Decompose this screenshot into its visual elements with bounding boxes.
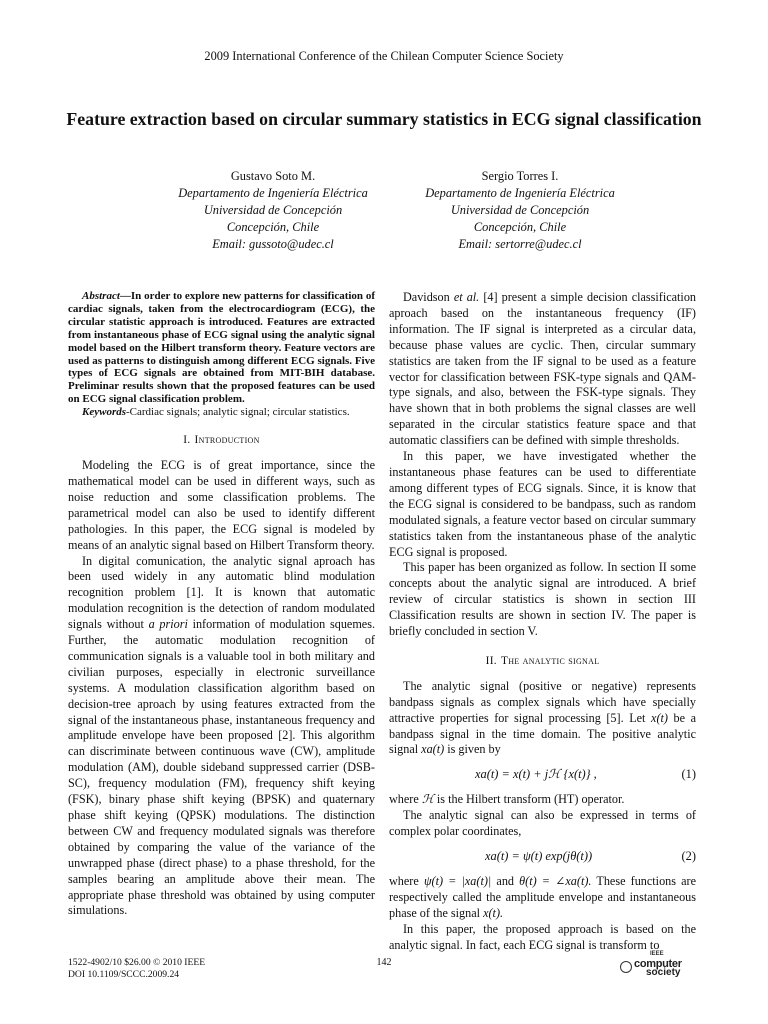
footer-issn: 1522-4902/10 $26.00 © 2010 IEEE: [68, 957, 206, 968]
section-heading-analytic: II. The analytic signal: [485, 654, 600, 667]
analytic-paragraph-3: The analytic signal can also be expressed in terms of complex polar coordinates,: [389, 808, 696, 839]
right-column: [389, 290, 696, 954]
author-department: Departamento de Ingeniería Eléctrica: [425, 186, 615, 200]
equation-2: [389, 846, 696, 868]
abstract-text: —In order to explore new patterns for classification of cardiac signals, taken from the electrocardiogram (ECG), the circular statistic approach is introduced. Features are extracted from instantaneous phase of ECG signal using the analytic signal model based on the Hilbert transform theory. Feature vectors are used as patterns to distinguish among different ECG signals. Five types of ECG signals are obtained from MIT-BIH database. Preliminar results shown that the proposed features can be used on ECG signal classification problem.: [68, 290, 375, 406]
analytic-paragraph-1: The analytic signal (positive or negative) represents bandpass signals as complex signals which have specially attractive properties for signal processing [5]. Let x(t) be a bandpass signal in the time domain. The positive analytic signal xa(t) is given by: [389, 678, 697, 757]
section-heading-intro: I. Introduction: [183, 434, 260, 447]
equation-1-number: (1): [681, 767, 696, 782]
author-department: Departamento de Ingeniería Eléctrica: [178, 186, 368, 200]
intro-paragraph-5: This paper has been organized as follow. In section II some concepts about the analytic signal are introduced. A brief review of circular statistics is shown in section III Classification results are shown in section IV. The paper is briefly concluded in section V.: [389, 560, 696, 639]
author-university: Universidad de Concepción: [450, 203, 590, 217]
analytic-paragraph-2: where ℋ is the Hilbert transform (HT) operator.: [389, 792, 625, 807]
intro-paragraph-4: In this paper, we have investigated whether the instantaneous phase features can be used to differentiate among different types of ECG signals. Since, it is know that the ECG signal is considered to be bandpass, such as random modulated signals, a feature vector based on circular summary statistics taken from the instantaneous phase of the analytic ECG signal is proposed.: [389, 449, 696, 559]
paper-title: Feature extraction based on circular summary statistics in ECG signal classification: [66, 109, 702, 129]
author-university: Universidad de Concepción: [203, 203, 343, 217]
keywords: [68, 406, 375, 419]
keywords-label: Keywords: [82, 406, 126, 419]
logo-ieee-text: IEEE: [650, 951, 664, 957]
author-name: Gustavo Soto M.: [230, 169, 316, 183]
intro-paragraph-2: In digital comunication, the analytic signal aproach has been used widely in any automatic blind modulation recognition problem [1]. It is known that automatic modulation recognition is the detection of random modulated signals without a priori information of modulation squemes. Further, the automatic modulation recognition of communication signals is a valuable tool in both military and civilian purposes, especially in electronic surveillance systems. A modulation classification algorithm based on decision-tree aproach by using features extracted from the signal of the instantaneous phase, instantaneous frequency and amplitude envelope have been proposed [2]. This algorithm can discriminate between continuous wave (CW), amplitude modulation (AM), double sideband suppressed carrier (DSB-SC), frequency modulation (FM), frequency shift keying (FSK), binary phase shift keying (BPSK) and quaternary phase shift keying (QPSK) modulations. The distinction between CW and frequency modulated signals was therefore obtained by comparing the value of the variance of the unwrapped phase (direct phase) to a phase threshold, for the samples bearing an amplitude above their mean. The appropriate phase threshold was obtained by using computer simulations.: [68, 553, 375, 918]
page-number: 142: [376, 957, 392, 968]
analytic-paragraph-5: In this paper, the proposed approach is based on the analytic signal. In fact, each ECG signal is transform to: [389, 921, 696, 952]
analytic-paragraph-4: where ψ(t) = |xa(t)| and θ(t) = ∠xa(t). These functions are respectively called the amplitude envelope and instantaneous phase of the signal x(t).: [389, 874, 697, 920]
keywords-text: -Cardiac signals; analytic signal; circular statistics.: [126, 406, 350, 419]
abstract: [68, 290, 375, 406]
author-email: Email: gussoto@udec.cl: [212, 237, 334, 251]
equation-1: [389, 764, 696, 786]
ieee-logo-icon: [620, 961, 632, 973]
logo-computer-text: computer: [634, 958, 682, 970]
author-location: Concepción, Chile: [473, 220, 567, 234]
equation-1-body: xa(t) = x(t) + jℋ {x(t)} ,: [475, 767, 597, 782]
conference-header: 2009 International Conference of the Chilean Computer Science Society: [204, 49, 564, 63]
equation-2-number: (2): [681, 849, 696, 864]
author-block-2: [355, 168, 685, 253]
equation-2-body: xa(t) = ψ(t) exp(jθ(t)): [485, 849, 593, 864]
author-name: Sergio Torres I.: [481, 169, 559, 183]
footer-doi: DOI 10.1109/SCCC.2009.24: [68, 969, 180, 980]
author-location: Concepción, Chile: [226, 220, 320, 234]
ieee-computer-society-logo: [620, 951, 700, 977]
intro-paragraph-3: Davidson et al. [4] present a simple decision classification aproach based on the instantaneous frequency (IF) information. The IF signal is interpreted as a circular data, because phase values are cyclic. Then, circular summary statistics are taken from the IF signal to be used as a feature vector for classification between FSK-type signals and QAM-type signals, and also, between the FSK-type signals. They have shown that in both problems the signal classes are well separated in the circular statistics feature space and that automatic classifiers can be defined with simple thresholds.: [389, 290, 697, 448]
abstract-label: Abstract: [82, 290, 120, 302]
left-column: [68, 290, 375, 919]
author-email: Email: sertorre@udec.cl: [458, 237, 582, 251]
intro-paragraph-1: Modeling the ECG is of great importance, since the mathematical model can be used in different ways, such as noise reduction and some classification problems. The parametrical model can also be used to identify different pathologies. In this paper, the ECG signal is modeled by means of an analytic signal based on Hilbert Transform theory.: [68, 458, 375, 552]
logo-society-text: society: [646, 967, 681, 978]
